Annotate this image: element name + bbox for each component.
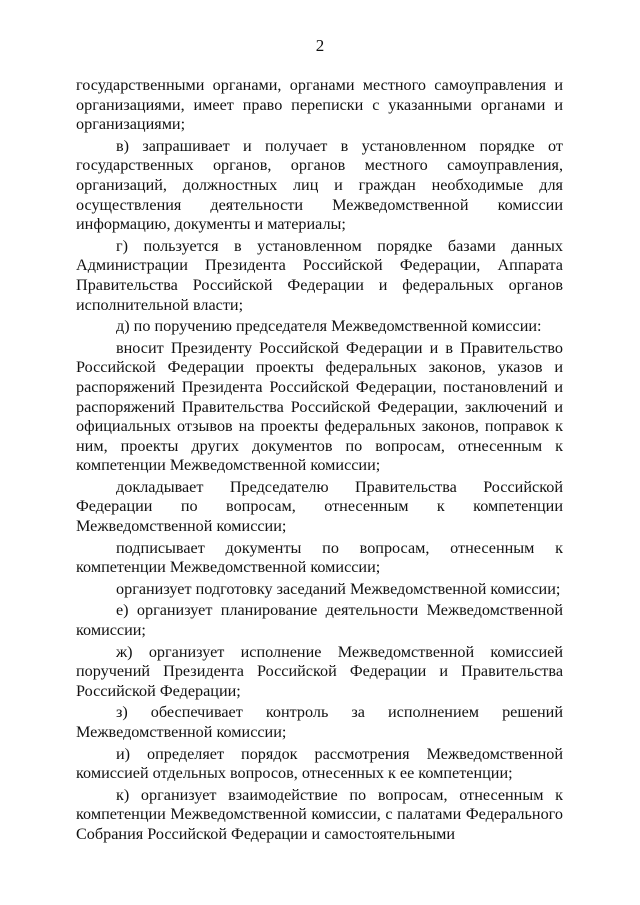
paragraph-prepares-meetings: организует подготовку заседаний Межведомственной комиссии;: [116, 579, 561, 598]
paragraph-item-zh: ж) организует исполнение Межведомственной комиссией поручений Президента Российской Федерации и Правительства Российской Федерации;: [76, 642, 563, 700]
paragraph-item-d: д) по поручению председателя Межведомственной комиссии:: [116, 317, 542, 336]
paragraph-item-i: и) определяет порядок рассмотрения Межведомственной комиссией отдельных вопросов, отнесенных к ее компетенции;: [76, 744, 563, 783]
paragraph-item-k: к) организует взаимодействие по вопросам, отнесенным к компетенции Межведомственной комиссии, с палатами Федерального Собрания Российской Федерации и самостоятельными: [76, 785, 563, 843]
paragraph-item-z: з) обеспечивает контроль за исполнением решений Межведомственной комиссии;: [76, 703, 563, 741]
page-number: 2: [315, 36, 325, 55]
paragraph-item-g: г) пользуется в установленном порядке базами данных Администрации Президента Российской Федерации, Аппарата Правительства Российской Федерации и федеральных органов исполнительной власти;: [76, 236, 563, 314]
paragraph-item-e: е) организует планирование деятельности Межведомственной комиссии;: [76, 601, 563, 640]
document-body: [76, 76, 563, 845]
paragraph-reports: докладывает Председателю Правительства Российской Федерации по вопросам, отнесенным к компетенции Межведомственной комиссии;: [76, 477, 563, 536]
paragraph-signs: подписывает документы по вопросам, отнесенным к компетенции Межведомственной комиссии;: [76, 538, 563, 577]
paragraph-item-v: в) запрашивает и получает в установленном порядке от государственных органов, органов местного самоуправления, организаций, должностных лиц и граждан необходимые для осуществления деятельности Межведомственной комиссии информацию, документы и материалы;: [76, 136, 563, 234]
paragraph-submits: вносит Президенту Российской Федерации и в Правительство Российской Федерации проекты федеральных законов, указов и распоряжений Президента Российской Федерации, постановлений и распоряжений Правительства Российской Федерации, заключений и официальных отзывов на проекты федеральных законов, поправок к ним, проекты других документов по вопросам, отнесенным к компетенции Межведомственной комиссии;: [76, 338, 563, 475]
paragraph-continuation: государственными органами, органами местного самоуправления и организациями, имеет право переписки с указанными органами и организациями;: [76, 76, 563, 134]
